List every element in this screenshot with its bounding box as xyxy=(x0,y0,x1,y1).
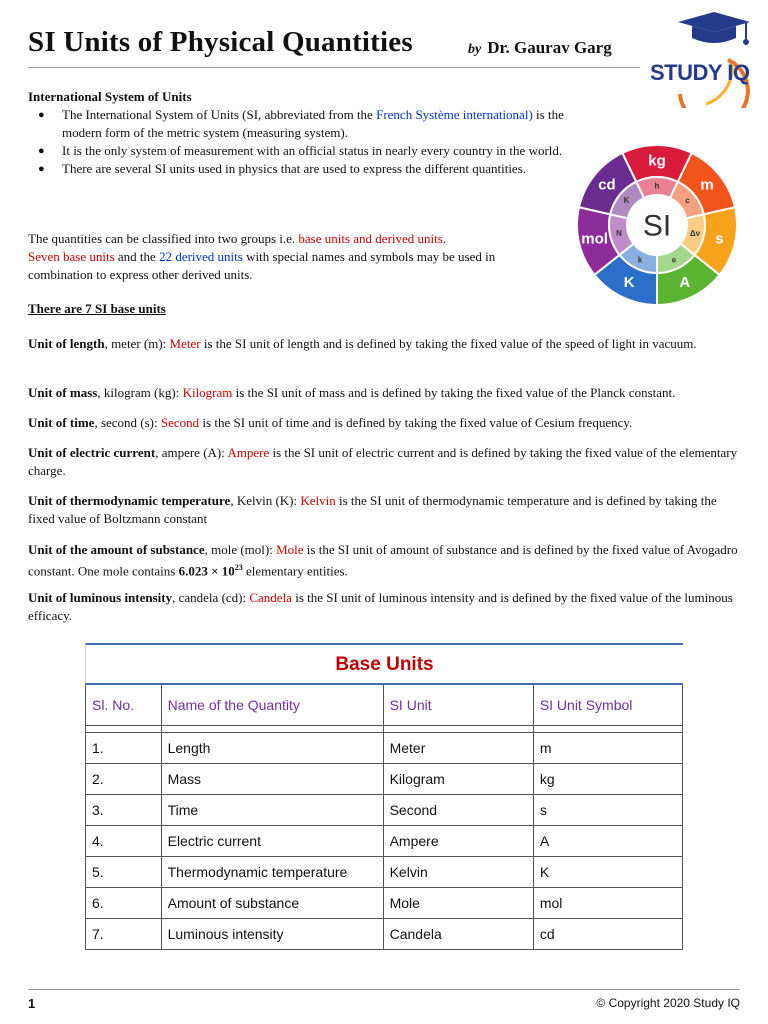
header-symbol: SI Unit Symbol xyxy=(533,684,682,726)
cell-sl-no: 4. xyxy=(86,826,162,857)
logo-iq: IQ xyxy=(727,60,750,85)
classify-groups: base units and derived units xyxy=(298,231,443,246)
unit-intro: , meter (m): xyxy=(104,336,170,351)
classify-and: and the xyxy=(114,249,160,264)
cell-symbol: K xyxy=(533,857,682,888)
header-quantity: Name of the Quantity xyxy=(161,684,383,726)
si-units-wheel xyxy=(575,143,739,307)
cell-quantity: Time xyxy=(161,795,383,826)
cell-sl-no: 6. xyxy=(86,888,162,919)
unit-definition: is the SI unit of mass and is defined by taking the fixed value of the Planck constant. xyxy=(232,385,676,400)
bullet-item xyxy=(28,106,573,142)
unit-temperature-paragraph xyxy=(28,492,740,528)
logo-study: STUDY xyxy=(650,60,722,85)
wheel-center-label: SI xyxy=(642,209,672,243)
wheel-constant-symbol: h xyxy=(654,181,660,191)
units-table xyxy=(85,683,683,950)
cell-si-unit: Meter xyxy=(383,733,533,764)
derived-units-link[interactable]: 22 derived units xyxy=(159,249,243,264)
unit-title: Unit of time xyxy=(28,415,95,430)
unit-name: Candela xyxy=(249,590,292,605)
unit-title: Unit of length xyxy=(28,336,105,351)
bullet1-text: The International System of Units (SI, abbreviated from the xyxy=(62,107,377,122)
cell-quantity: Length xyxy=(161,733,383,764)
page-number: 1 xyxy=(28,996,36,1011)
footer-rule xyxy=(28,989,740,990)
table-body xyxy=(86,733,683,950)
unit-name: Mole xyxy=(276,542,304,557)
cell-quantity: Amount of substance xyxy=(161,888,383,919)
unit-name: Second xyxy=(160,415,200,430)
unit-mass-paragraph xyxy=(28,384,740,402)
header-si-unit: SI Unit xyxy=(383,684,533,726)
cell-symbol: m xyxy=(533,733,682,764)
header-sl-no: Sl. No. xyxy=(86,684,162,726)
seven-base-units: Seven base units xyxy=(28,249,115,264)
unit-name: Meter xyxy=(169,336,201,351)
wheel-unit-symbol: K xyxy=(623,274,635,292)
unit-definition: is the SI unit of thermodynamic temperature and is defined by taking the fixed value of Boltzmann constant xyxy=(28,493,717,526)
table-header-row xyxy=(86,684,683,726)
wheel-constant-symbol: k xyxy=(637,255,643,265)
unit-name: Kilogram xyxy=(182,385,233,400)
unit-definition: is the SI unit of amount of substance and is defined by the fixed value of Avogadro constant. One mole contains xyxy=(28,542,738,579)
unit-intro: , kilogram (kg): xyxy=(97,385,183,400)
wheel-constant-symbol: N xyxy=(616,229,622,239)
unit-title: Unit of electric current xyxy=(28,445,156,460)
by-label: by xyxy=(468,42,482,57)
intro-bullets xyxy=(28,106,573,178)
cell-quantity: Luminous intensity xyxy=(161,919,383,950)
wheel-constant-symbol: e xyxy=(671,255,677,265)
table-row xyxy=(86,733,683,764)
cell-sl-no: 2. xyxy=(86,764,162,795)
unit-intro: , mole (mol): xyxy=(204,542,277,557)
classification-text xyxy=(28,230,558,284)
unit-luminous-paragraph xyxy=(28,589,740,625)
cell-sl-no: 7. xyxy=(86,919,162,950)
unit-definition: is the SI unit of length and is defined by taking the fixed value of the speed of light in vacuum. xyxy=(200,336,697,351)
unit-substance-paragraph xyxy=(28,541,740,580)
graduation-cap-icon xyxy=(640,8,760,108)
wheel-unit-symbol: mol xyxy=(581,230,608,248)
cell-si-unit: Kilogram xyxy=(383,764,533,795)
bullet1-text-end: is the modern form of the metric system (measuring system). xyxy=(62,107,564,140)
wheel-unit-symbol: kg xyxy=(648,152,666,170)
french-link[interactable]: French Système international) xyxy=(376,107,533,122)
unit-definition: is the SI unit of luminous intensity and is defined by the fixed value of the luminous efficacy. xyxy=(28,590,733,623)
table-row xyxy=(86,888,683,919)
header-rule xyxy=(28,67,640,68)
author-name: Dr. Gaurav Garg xyxy=(487,38,612,57)
cell-si-unit: Kelvin xyxy=(383,857,533,888)
unit-current-paragraph xyxy=(28,444,740,480)
wheel-constant-symbol: c xyxy=(685,196,690,206)
cell-symbol: kg xyxy=(533,764,682,795)
cell-symbol: s xyxy=(533,795,682,826)
bullet-item: ● There are several SI units used in physics that are used to express the different quantities. xyxy=(28,160,573,178)
cell-symbol: mol xyxy=(533,888,682,919)
cell-quantity: Mass xyxy=(161,764,383,795)
cell-si-unit: Candela xyxy=(383,919,533,950)
cell-quantity: Thermodynamic temperature xyxy=(161,857,383,888)
cell-symbol: cd xyxy=(533,919,682,950)
table-row xyxy=(86,857,683,888)
unit-intro: , candela (cd): xyxy=(172,590,250,605)
wheel-constant-symbol: K xyxy=(623,196,630,206)
wheel-constant-symbol: Δν xyxy=(689,229,701,239)
unit-definition-end: elementary entities. xyxy=(242,563,348,579)
cell-symbol: A xyxy=(533,826,682,857)
cell-sl-no: 3. xyxy=(86,795,162,826)
logo-text xyxy=(650,60,750,86)
study-iq-logo xyxy=(640,8,760,108)
cell-si-unit: Mole xyxy=(383,888,533,919)
wheel-unit-symbol: s xyxy=(715,230,724,248)
avogadro-exponent: 23 xyxy=(234,563,243,572)
author-line xyxy=(468,38,612,58)
unit-intro: , second (s): xyxy=(94,415,161,430)
wheel-unit-symbol: m xyxy=(700,176,714,194)
wheel-unit-symbol: A xyxy=(679,274,691,292)
unit-title: Unit of luminous intensity xyxy=(28,590,173,605)
cell-si-unit: Second xyxy=(383,795,533,826)
cell-sl-no: 5. xyxy=(86,857,162,888)
cell-quantity: Electric current xyxy=(161,826,383,857)
unit-title: Unit of thermodynamic temperature xyxy=(28,493,231,508)
table-spacer xyxy=(86,726,683,733)
unit-length-paragraph xyxy=(28,335,740,353)
bullet-item: ● It is the only system of measurement with an official status in nearly every country in the world. xyxy=(28,142,573,160)
table-row xyxy=(86,919,683,950)
classify-line1: The quantities can be classified into two groups i.e. xyxy=(28,231,299,246)
copyright: © Copyright 2020 Study IQ xyxy=(596,996,740,1010)
unit-intro: , ampere (A): xyxy=(155,445,228,460)
classify-period: . xyxy=(442,231,447,246)
unit-name: Kelvin xyxy=(300,493,336,508)
unit-title: Unit of the amount of substance xyxy=(28,542,205,557)
unit-name: Ampere xyxy=(227,445,270,460)
unit-definition: is the SI unit of time and is defined by taking the fixed value of Cesium frequency. xyxy=(199,415,633,430)
section-heading: There are 7 SI base units xyxy=(28,301,166,316)
unit-definition: is the SI unit of electric current and is defined by taking the fixed value of the elementary charge. xyxy=(28,445,738,478)
cell-sl-no: 1. xyxy=(86,733,162,764)
table-row xyxy=(86,764,683,795)
page-title: SI Units of Physical Quantities xyxy=(28,26,413,58)
table-row xyxy=(86,826,683,857)
unit-intro: , Kelvin (K): xyxy=(230,493,301,508)
cell-si-unit: Ampere xyxy=(383,826,533,857)
table-title: Base Units xyxy=(85,643,683,683)
base-units-table xyxy=(85,643,683,950)
unit-title: Unit of mass xyxy=(28,385,98,400)
avogadro-number: 6.023 × 10 xyxy=(178,563,235,579)
unit-time-paragraph xyxy=(28,414,740,432)
table-row xyxy=(86,795,683,826)
wheel-unit-symbol: cd xyxy=(598,176,616,194)
classify-line2-end: with special names and symbols may be used in combination to express other derived units. xyxy=(28,249,496,282)
intro-heading: International System of Units xyxy=(28,89,192,104)
